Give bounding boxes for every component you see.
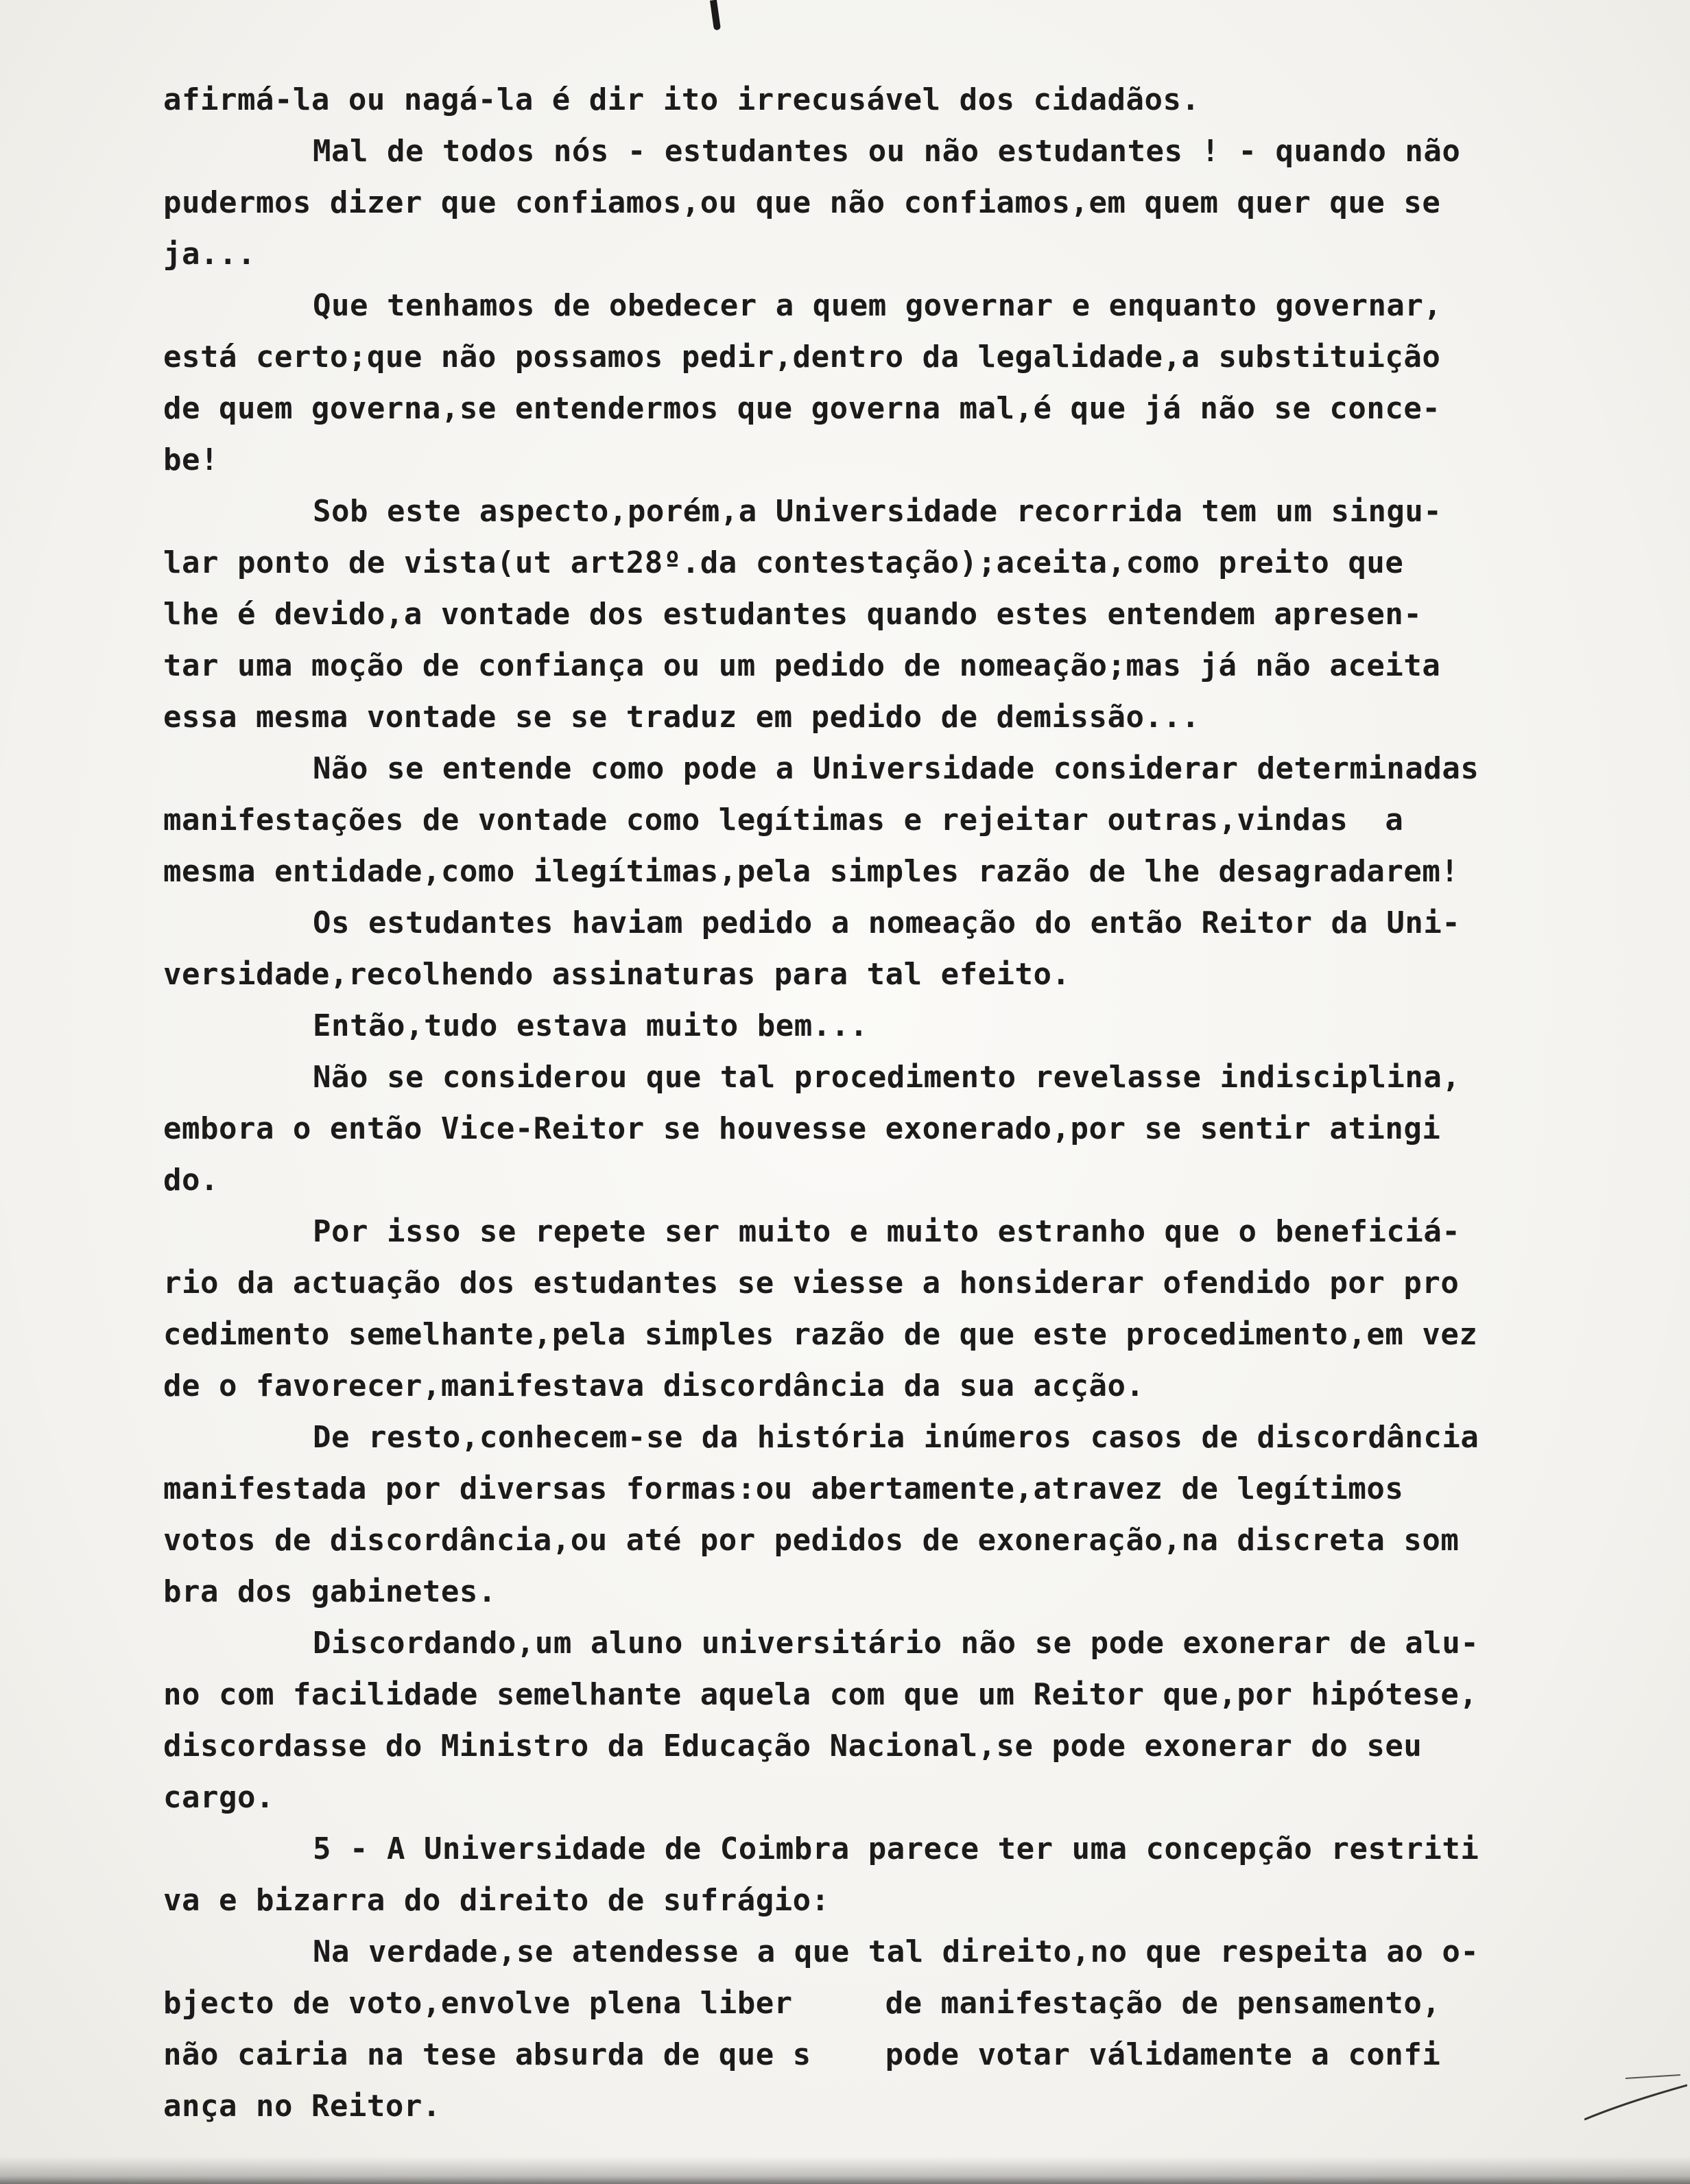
text-line: bra dos gabinetes. (163, 1574, 497, 1609)
text-line: Não se considerou que tal procedimento revelasse indisciplina, (313, 1060, 1461, 1095)
text-line: va e bizarra do direito de sufrágio: (163, 1883, 830, 1918)
text-line: embora o então Vice-Reitor se houvesse exonerado,por se sentir atingi (163, 1111, 1441, 1146)
text-line: Os estudantes haviam pedido a nomeação do então Reitor da Uni- (313, 905, 1461, 940)
text-line: tar uma moção de confiança ou um pedido de nomeação;mas já não aceita (163, 648, 1441, 683)
text-line: lar ponto de vista(ut art28º.da contestação);aceita,como preito que (163, 545, 1404, 580)
typed-text-body (163, 74, 1672, 2132)
text-line: no com facilidade semelhante aquela com que um Reitor que,por hipótese, (163, 1677, 1478, 1712)
text-line: afirmá-la ou nagá-la é dir ito irrecusável dos cidadãos. (163, 82, 1200, 117)
text-line: De resto,conhecem-se da história inúmeros casos de discordância (313, 1420, 1479, 1455)
text-line: cargo. (163, 1780, 274, 1815)
text-line: Que tenhamos de obedecer a quem governar e enquanto governar, (313, 288, 1442, 323)
text-line: be! (163, 442, 219, 477)
text-line: Discordando,um aluno universitário não se pode exonerar de alu- (313, 1626, 1479, 1661)
scan-bottom-edge (0, 2157, 1690, 2184)
text-line: Na verdade,se atendesse a que tal direito,no que respeita ao o- (313, 1934, 1479, 1969)
text-line: de o favorecer,manifestava discordância da sua acção. (163, 1368, 1145, 1403)
text-line: essa mesma vontade se se traduz em pedido de demissão... (163, 700, 1200, 735)
text-line: mesma entidade,como ilegítimas,pela simples razão de lhe desagradarem! (163, 854, 1460, 889)
text-line: pudermos dizer que confiamos,ou que não confiamos,em quem quer que se (163, 185, 1441, 220)
text-line: rio da actuação dos estudantes se viesse a honsiderar ofendido por pro (163, 1266, 1460, 1301)
text-line: 5 - A Universidade de Coimbra parece ter uma concepção restriti (313, 1831, 1479, 1866)
text-line: manifestada por diversas formas:ou abertamente,atravez de legítimos (163, 1471, 1404, 1506)
text-line: discordasse do Ministro da Educação Nacional,se pode exonerar do seu (163, 1729, 1423, 1764)
text-line: cedimento semelhante,pela simples razão de que este procedimento,em vez (163, 1317, 1478, 1352)
text-line: manifestações de vontade como legítimas e rejeitar outras,vindas a (163, 803, 1404, 838)
ink-mark (710, 0, 721, 30)
text-line: ja... (163, 237, 256, 272)
text-line: Sob este aspecto,porém,a Universidade recorrida tem um singu- (313, 494, 1442, 529)
text-line: votos de discordância,ou até por pedidos de exoneração,na discreta som (163, 1523, 1460, 1558)
text-line: não cairia na tese absurda de que s pode votar válidamente a confi (163, 2037, 1441, 2072)
text-line: Mal de todos nós - estudantes ou não estudantes ! - quando não (313, 134, 1461, 169)
text-line: de quem governa,se entendermos que governa mal,é que já não se conce- (163, 391, 1441, 426)
text-line: do. (163, 1163, 219, 1198)
text-line: está certo;que não possamos pedir,dentro da legalidade,a substituição (163, 340, 1441, 375)
text-line: Não se entende como pode a Universidade considerar determinadas (313, 751, 1479, 786)
text-line: lhe é devido,a vontade dos estudantes quando estes entendem apresen- (163, 597, 1423, 632)
text-line: Por isso se repete ser muito e muito estranho que o beneficiá- (313, 1214, 1461, 1249)
text-line: ança no Reitor. (163, 2089, 441, 2124)
text-line: bjecto de voto,envolve plena liber de manifestação de pensamento, (163, 1986, 1441, 2021)
text-line: versidade,recolhendo assinaturas para tal efeito. (163, 957, 1071, 992)
text-line: Então,tudo estava muito bem... (313, 1008, 868, 1043)
